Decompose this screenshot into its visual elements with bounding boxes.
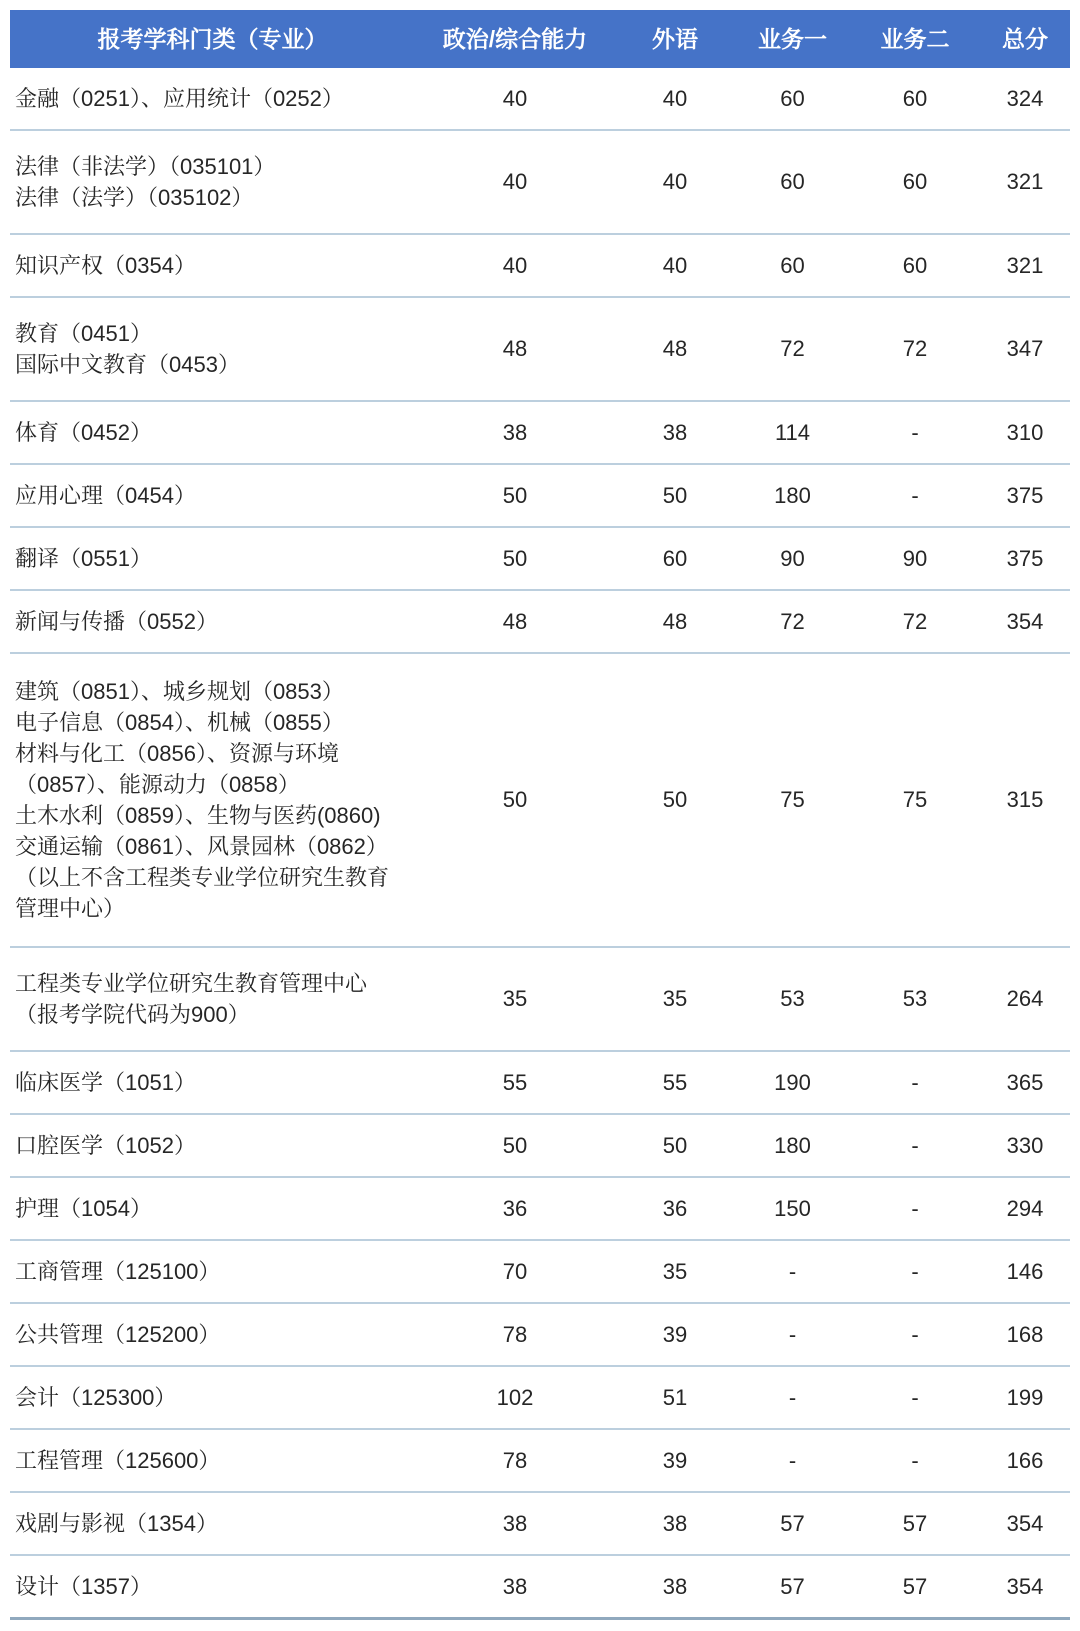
score-cell: 50 [502, 545, 528, 571]
column-header-business-two: 业务二 [850, 10, 980, 68]
subject-cell [10, 947, 415, 1051]
subject-cell [10, 68, 415, 130]
score-cell: 354 [1006, 1510, 1044, 1536]
score-cell: - [911, 1258, 919, 1284]
score-cell: 51 [662, 1384, 688, 1410]
column-header-total-score: 总分 [980, 10, 1070, 68]
score-cell: 55 [662, 1069, 688, 1095]
score-cell: 180 [774, 1132, 811, 1158]
subject-line: 新闻与传播（0552） [15, 609, 218, 634]
table-row [10, 527, 1070, 590]
subject-line: 翻译（0551） [15, 546, 152, 571]
score-cell: 150 [774, 1195, 811, 1221]
score-cell: 365 [1006, 1069, 1044, 1095]
score-cell: 180 [774, 482, 811, 508]
score-cell: 315 [1006, 787, 1044, 812]
score-cell: 57 [780, 1510, 805, 1536]
score-cell: 39 [662, 1321, 688, 1347]
subject-line: 工程管理（125600） [15, 1448, 221, 1473]
table-row [10, 1429, 1070, 1492]
score-cell: 50 [662, 1132, 688, 1158]
subject-line: 设计（1357） [15, 1574, 152, 1599]
subject-cell [10, 234, 415, 297]
subject-line: 应用心理（0454） [15, 483, 196, 508]
score-cell: 70 [502, 1258, 528, 1284]
score-cell: 40 [662, 252, 688, 278]
score-cell: - [788, 1384, 797, 1410]
column-header-subject: 报考学科门类（专业） [10, 10, 415, 68]
table-row [10, 234, 1070, 297]
score-cell: 55 [502, 1069, 528, 1095]
score-cell: 324 [1006, 85, 1044, 111]
score-cell: 36 [502, 1195, 528, 1221]
column-header-business-one: 业务一 [735, 10, 850, 68]
table-row [10, 1240, 1070, 1303]
table-row [10, 653, 1070, 947]
score-cell: 53 [902, 986, 928, 1011]
column-header-foreign-language: 外语 [615, 10, 735, 68]
score-cell: 38 [502, 1510, 528, 1536]
score-cell: 78 [502, 1321, 528, 1347]
score-cell: 57 [780, 1573, 805, 1599]
score-cell: 40 [502, 169, 528, 194]
score-cell: - [911, 1447, 919, 1473]
score-cell: 294 [1006, 1195, 1044, 1221]
table-row [10, 947, 1070, 1051]
score-cell: 190 [774, 1069, 811, 1095]
score-cell: 168 [1006, 1321, 1044, 1347]
subject-line: （报考学院代码为900） [15, 1002, 250, 1027]
score-cell: 50 [662, 787, 688, 812]
score-cell: 354 [1006, 1573, 1044, 1599]
score-cell: 78 [502, 1447, 528, 1473]
subject-line: 护理（1054） [15, 1196, 152, 1221]
score-cell: 57 [902, 1510, 928, 1536]
subject-cell [10, 1114, 415, 1177]
subject-line: （0857）、能源动力（0858） [15, 772, 300, 797]
table-body [10, 68, 1070, 1619]
score-cell: 60 [902, 85, 928, 111]
table-row [10, 590, 1070, 653]
subject-cell [10, 130, 415, 234]
subject-line: 国际中文教育（0453） [15, 352, 240, 377]
table-row [10, 464, 1070, 527]
score-cell: 321 [1006, 252, 1044, 278]
subject-line: 法律（法学）（035102） [15, 185, 254, 210]
score-cell: 90 [902, 545, 928, 571]
score-cell: 48 [502, 608, 528, 634]
score-cell: 38 [502, 419, 528, 445]
subject-line: 工程类专业学位研究生教育管理中心 [15, 971, 368, 996]
score-cell: - [788, 1258, 797, 1284]
score-cell: 50 [662, 482, 688, 508]
score-cell: 72 [902, 336, 928, 361]
score-cell: 75 [780, 787, 805, 812]
subject-line: 金融（0251）、应用统计（0252） [15, 86, 344, 111]
score-cell: 50 [502, 1132, 528, 1158]
score-cell: - [911, 419, 919, 445]
score-cell: - [911, 1069, 919, 1095]
score-cell: 40 [662, 169, 688, 194]
score-cell: 166 [1006, 1447, 1044, 1473]
subject-cell [10, 527, 415, 590]
score-cell: 60 [662, 545, 688, 571]
table-row [10, 1555, 1070, 1619]
score-cell: 35 [662, 986, 688, 1011]
subject-line: 公共管理（125200） [15, 1322, 221, 1347]
table-row [10, 130, 1070, 234]
score-cell: - [788, 1447, 797, 1473]
table-row [10, 1177, 1070, 1240]
score-cell: 60 [780, 252, 805, 278]
column-header-politics: 政治/综合能力 [415, 10, 615, 68]
score-cell: 39 [662, 1447, 688, 1473]
table-row [10, 1303, 1070, 1366]
score-cell: 72 [902, 608, 928, 634]
score-cell: - [911, 1195, 919, 1221]
score-cell: 60 [902, 169, 928, 194]
subject-cell [10, 401, 415, 464]
score-cell: 72 [780, 336, 805, 361]
score-cell: 35 [502, 986, 528, 1011]
subject-cell [10, 1051, 415, 1114]
subject-cell [10, 653, 415, 947]
score-cell: - [911, 1384, 919, 1410]
score-cell: 50 [502, 787, 528, 812]
subject-cell [10, 1177, 415, 1240]
score-cell: - [911, 1321, 919, 1347]
table-row [10, 1366, 1070, 1429]
score-cell: 48 [662, 608, 688, 634]
score-cell: 48 [662, 336, 688, 361]
subject-line: 工商管理（125100） [15, 1259, 221, 1284]
score-cell: 38 [662, 419, 688, 445]
score-cell: 199 [1006, 1384, 1044, 1410]
subject-line: 体育（0452） [15, 420, 152, 445]
subject-cell [10, 1429, 415, 1492]
table-row [10, 1051, 1070, 1114]
score-cell: - [911, 482, 919, 508]
score-cell: 36 [662, 1195, 688, 1221]
subject-line: 交通运输（0861）、风景园林（0862） [15, 834, 388, 859]
subject-line: 口腔医学（1052） [15, 1133, 196, 1158]
subject-line: 法律（非法学）（035101） [15, 154, 276, 179]
score-cell: 102 [496, 1384, 534, 1410]
subject-line: 电子信息（0854）、机械（0855） [15, 710, 344, 735]
subject-cell [10, 1492, 415, 1555]
score-cell: 75 [902, 787, 928, 812]
subject-line: 戏剧与影视（1354） [15, 1511, 218, 1536]
score-cell: 354 [1006, 608, 1044, 634]
score-cell: 375 [1006, 482, 1044, 508]
table-row [10, 1492, 1070, 1555]
score-cell: 40 [502, 85, 528, 111]
subject-cell [10, 1555, 415, 1619]
score-cell: 90 [780, 545, 805, 571]
score-cell: 375 [1006, 545, 1044, 571]
score-cell: 57 [902, 1573, 928, 1599]
score-cell: 72 [780, 608, 805, 634]
score-cell: 38 [662, 1510, 688, 1536]
score-cell: 48 [502, 336, 528, 361]
score-cell: 38 [662, 1573, 688, 1599]
score-cell: 347 [1006, 336, 1044, 361]
score-cell: 264 [1006, 986, 1044, 1011]
score-cell: 40 [502, 252, 528, 278]
subject-line: 材料与化工（0856）、资源与环境 [15, 741, 339, 766]
score-cell: 53 [780, 986, 805, 1011]
score-cell: - [788, 1321, 797, 1347]
table-row [10, 1114, 1070, 1177]
score-cell: 60 [902, 252, 928, 278]
table-row [10, 297, 1070, 401]
table-row [10, 68, 1070, 130]
subject-cell [10, 1240, 415, 1303]
subject-line: 临床医学（1051） [15, 1070, 196, 1095]
subject-cell [10, 1303, 415, 1366]
subject-line: 知识产权（0354） [15, 253, 196, 278]
score-cell: 60 [780, 85, 805, 111]
score-cell: 60 [780, 169, 805, 194]
subject-line: 教育（0451） [15, 321, 152, 346]
header-row [10, 10, 1070, 68]
subject-line: 土木水利（0859）、生物与医药(0860) [15, 803, 381, 828]
table-row [10, 401, 1070, 464]
subject-line: （以上不含工程类专业学位研究生教育管理中心） [15, 865, 390, 921]
subject-cell [10, 590, 415, 653]
score-cell: 50 [502, 482, 528, 508]
score-cell: 40 [662, 85, 688, 111]
subject-cell [10, 464, 415, 527]
score-cell: 35 [662, 1258, 688, 1284]
score-table [10, 10, 1070, 1620]
subject-cell [10, 297, 415, 401]
score-cell: 310 [1006, 419, 1044, 445]
score-cell: 321 [1006, 169, 1044, 194]
score-cell: - [911, 1132, 919, 1158]
subject-line: 会计（125300） [15, 1385, 177, 1410]
subject-cell [10, 1366, 415, 1429]
score-cell: 114 [774, 419, 811, 445]
score-cell: 146 [1006, 1258, 1044, 1284]
subject-line: 建筑（0851）、城乡规划（0853） [15, 679, 344, 704]
table-header [10, 10, 1070, 68]
score-cell: 330 [1006, 1132, 1044, 1158]
score-cell: 38 [502, 1573, 528, 1599]
